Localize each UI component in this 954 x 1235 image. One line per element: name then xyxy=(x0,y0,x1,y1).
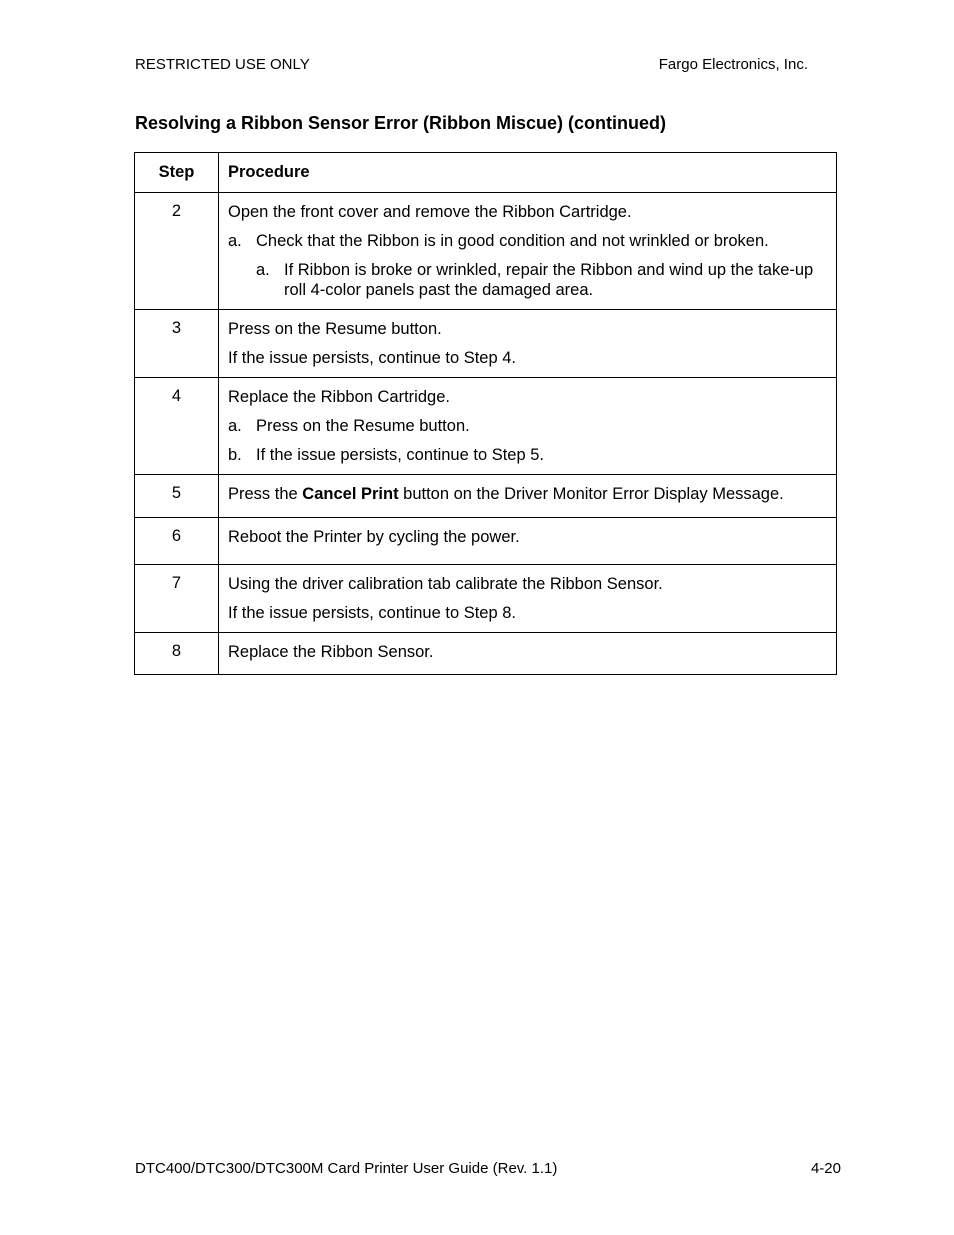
procedure-cell xyxy=(219,310,837,378)
nested-sub-step xyxy=(228,260,820,300)
column-header-procedure: Procedure xyxy=(219,153,837,193)
step-number: 4 xyxy=(135,378,219,475)
procedure-cell xyxy=(219,475,837,518)
sub-step-marker: a. xyxy=(256,261,270,279)
procedure-text: Press on the Resume button. xyxy=(228,320,442,338)
step-number: 8 xyxy=(135,633,219,675)
procedure-text-end: button on the Driver Monitor Error Display Message. xyxy=(398,485,784,503)
procedure-cell xyxy=(219,633,837,675)
procedure-text: Reboot the Printer by cycling the power. xyxy=(228,528,520,546)
sub-step-marker: a. xyxy=(228,417,242,435)
procedure-cell xyxy=(219,378,837,475)
procedure-cell xyxy=(219,565,837,633)
step-number: 3 xyxy=(135,310,219,378)
header-company-name: Fargo Electronics, Inc. xyxy=(658,56,808,73)
sub-step-text: If Ribbon is broke or wrinkled, repair the Ribbon and wind up the take-up roll 4-color panels past the damaged area. xyxy=(284,261,814,299)
footer-page-number: 4-20 xyxy=(810,1160,841,1177)
procedure-text: Replace the Ribbon Cartridge. xyxy=(228,388,450,406)
sub-step xyxy=(228,416,820,436)
sub-step-marker: b. xyxy=(228,446,242,464)
sub-step-text: Press on the Resume button. xyxy=(256,417,470,435)
table-row xyxy=(135,378,837,475)
step-number: 7 xyxy=(135,565,219,633)
table-row xyxy=(135,475,837,518)
table-row xyxy=(135,633,837,675)
section-title: Resolving a Ribbon Sensor Error (Ribbon Miscue) (continued) xyxy=(135,113,667,133)
sub-step-text: Check that the Ribbon is in good condition and not wrinkled or broken. xyxy=(256,232,769,250)
column-header-step: Step xyxy=(135,153,219,193)
sub-step xyxy=(228,231,820,251)
procedure-text: If the issue persists, continue to Step 8. xyxy=(228,604,516,622)
sub-step-marker: a. xyxy=(228,232,242,250)
table-row xyxy=(135,310,837,378)
procedure-cell xyxy=(219,518,837,565)
table-header-row xyxy=(135,153,837,193)
procedure-text-start: Press the xyxy=(228,485,303,503)
procedure-table xyxy=(134,152,837,675)
step-number: 6 xyxy=(135,518,219,565)
cancel-print-label: Cancel Print xyxy=(302,485,399,503)
procedure-text: Replace the Ribbon Sensor. xyxy=(228,643,434,661)
procedure-text: If the issue persists, continue to Step 4. xyxy=(228,349,516,367)
procedure-text xyxy=(228,484,820,504)
table-row xyxy=(135,193,837,310)
sub-step xyxy=(228,445,820,465)
step-number: 2 xyxy=(135,193,219,310)
step-number: 5 xyxy=(135,475,219,518)
sub-step-text: If the issue persists, continue to Step 5. xyxy=(256,446,544,464)
procedure-cell xyxy=(219,193,837,310)
header-restricted-label: RESTRICTED USE ONLY xyxy=(135,56,310,73)
footer-guide-title: DTC400/DTC300/DTC300M Card Printer User Guide (Rev. 1.1) xyxy=(135,1160,558,1177)
procedure-text: Using the driver calibration tab calibrate the Ribbon Sensor. xyxy=(228,575,663,593)
table-row xyxy=(135,565,837,633)
table-row xyxy=(135,518,837,565)
procedure-text: Open the front cover and remove the Ribbon Cartridge. xyxy=(228,203,632,221)
